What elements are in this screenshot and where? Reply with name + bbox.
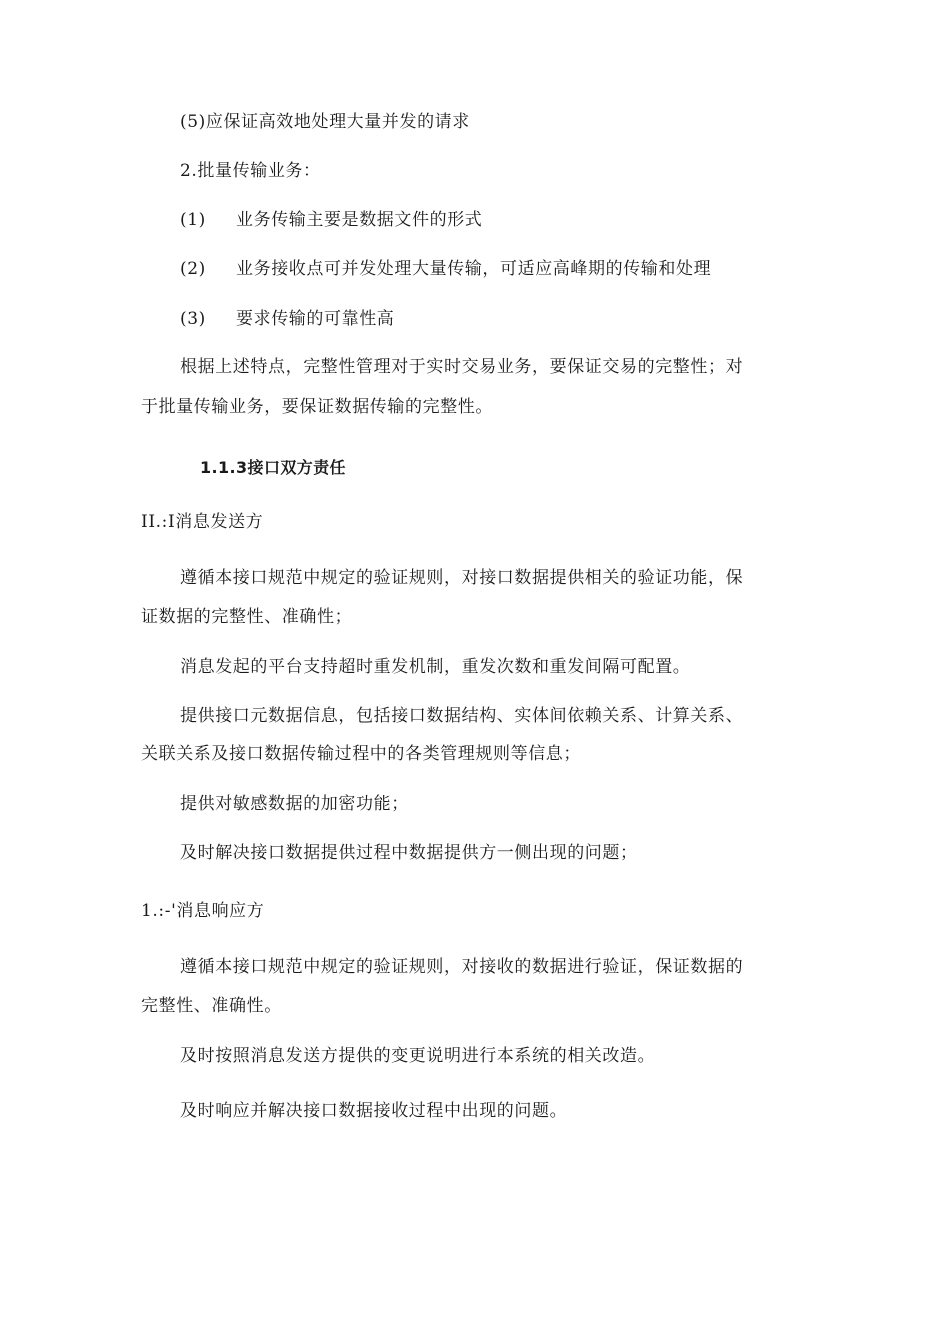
summary-paragraph-line-2: 于批量传输业务，要保证数据传输的完整性。 bbox=[141, 397, 493, 417]
receiver-paragraph-1-line-2: 完整性、准确性。 bbox=[141, 996, 282, 1016]
batch-list-item-2 bbox=[180, 257, 711, 281]
sender-paragraph-2: 消息发起的平台支持超时重发机制，重发次数和重发间隔可配置。 bbox=[180, 657, 691, 677]
list-text: 业务接收点可并发处理大量传输，可适应高峰期的传输和处理 bbox=[236, 259, 712, 279]
list-item-5: (5)应保证高效地处理大量并发的请求 bbox=[180, 112, 470, 132]
sender-paragraph-4: 提供对敏感数据的加密功能； bbox=[180, 794, 409, 814]
list-text: 要求传输的可靠性高 bbox=[236, 309, 395, 329]
section-title: 1.1.3接口双方责任 bbox=[200, 458, 346, 477]
summary-paragraph-line-1: 根据上述特点，完整性管理对于实时交易业务，要保证交易的完整性；对 bbox=[180, 357, 744, 377]
list-number: (1) bbox=[180, 210, 206, 230]
sender-paragraph-1-line-1: 遵循本接口规范中规定的验证规则，对接口数据提供相关的验证功能，保 bbox=[180, 568, 744, 588]
batch-transfer-heading: 2.批量传输业务： bbox=[180, 161, 321, 181]
list-number: (3) bbox=[180, 309, 206, 329]
batch-list-item-1 bbox=[180, 208, 482, 232]
sender-paragraph-3-line-2: 关联关系及接口数据传输过程中的各类管理规则等信息； bbox=[141, 744, 581, 764]
list-text: 业务传输主要是数据文件的形式 bbox=[236, 210, 483, 230]
sender-paragraph-5: 及时解决接口数据提供过程中数据提供方一侧出现的问题； bbox=[180, 843, 638, 863]
batch-list-item-3 bbox=[180, 307, 394, 331]
list-number: (2) bbox=[180, 259, 206, 279]
sender-heading: II.:I消息发送方 bbox=[141, 512, 264, 532]
sender-paragraph-1-line-2: 证数据的完整性、准确性； bbox=[141, 607, 353, 627]
receiver-paragraph-3: 及时响应并解决接口数据接收过程中出现的问题。 bbox=[180, 1101, 568, 1121]
receiver-heading: 1.:-'消息响应方 bbox=[141, 901, 265, 921]
receiver-paragraph-2: 及时按照消息发送方提供的变更说明进行本系统的相关改造。 bbox=[180, 1046, 656, 1066]
sender-paragraph-3-line-1: 提供接口元数据信息，包括接口数据结构、实体间依赖关系、计算关系、 bbox=[180, 706, 744, 726]
receiver-paragraph-1-line-1: 遵循本接口规范中规定的验证规则，对接收的数据进行验证，保证数据的 bbox=[180, 957, 744, 977]
